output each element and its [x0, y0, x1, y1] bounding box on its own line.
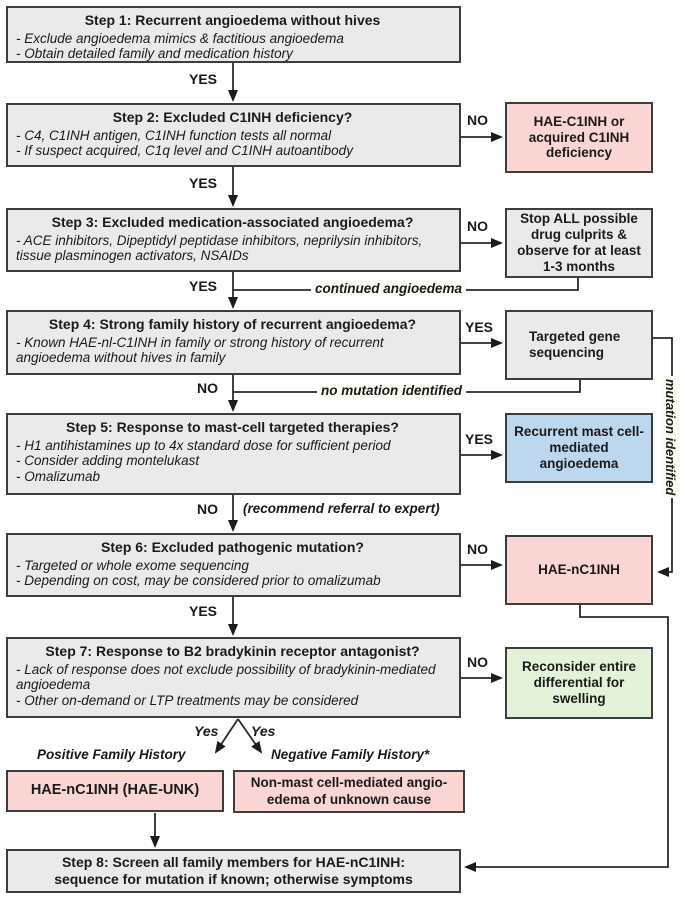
- edge-no-step5: NO: [197, 501, 218, 517]
- step4-title: Step 4: Strong family history of recurrent angioedema?: [48, 316, 417, 332]
- step3-title: Step 3: Excluded medication-associated angioedema?: [51, 214, 414, 230]
- outcome-hae-unk-box: [6, 770, 224, 812]
- step1-bullet-1: - Exclude angioedema mimics & factitious angioedema: [16, 31, 344, 46]
- outcome-recurrent-mast-box: [505, 413, 653, 483]
- step6-title: Step 6: Excluded pathogenic mutation?: [101, 539, 364, 555]
- edge-no-step4: NO: [197, 380, 218, 396]
- step4-box: [6, 310, 461, 375]
- outcome-hae-c1inh-label: HAE-C1INH or acquired C1INH deficiency: [528, 113, 630, 161]
- step1-bullet-2: - Obtain detailed family and medication history: [16, 46, 293, 62]
- step8-box: [6, 849, 461, 893]
- edge-yes-step1: YES: [189, 71, 218, 87]
- step7-bullet-1: - Lack of response does not exclude possibility of bradykinin-mediated angioedema: [16, 662, 436, 693]
- step8-line2: sequence for mutation if known; otherwise symptoms: [54, 871, 413, 887]
- edge-yes-fork-right: Yes: [251, 723, 276, 739]
- edge-no-mutation-identified: no mutation identified: [317, 383, 466, 398]
- outcome-stop-drugs-box: [505, 208, 653, 278]
- edge-yes-step6: YES: [189, 603, 218, 619]
- outcome-reconsider-box: [505, 647, 653, 719]
- edge-positive-family-history: Positive Family History: [37, 747, 186, 762]
- step6-box: [6, 533, 461, 597]
- edge-continued-angioedema: continued angioedema: [311, 281, 466, 296]
- step5-bullet-3: - Omalizumab: [16, 468, 101, 484]
- step4-bullet-1: - Known HAE-nl-C1INH in family or strong history of recurrent angioedema without hives in family: [16, 335, 384, 366]
- step2-bullet-1: - C4, C1INH antigen, C1INH function tests all normal: [16, 128, 332, 143]
- edge-yes-fork-left: Yes: [194, 723, 219, 739]
- edge-yes-step4-side: YES: [465, 319, 494, 335]
- step2-box: [6, 103, 461, 167]
- step2-bullet-2: - If suspect acquired, C1q level and C1INH autoantibody: [16, 143, 353, 159]
- outcome-hae-nc1inh-label: HAE-nC1INH: [538, 562, 620, 578]
- step5-title: Step 5: Response to mast-cell targeted therapies?: [66, 419, 399, 435]
- step6-bullet-2: - Depending on cost, may be considered prior to omalizumab: [16, 573, 381, 589]
- step2-title: Step 2: Excluded C1INH deficiency?: [112, 109, 353, 125]
- step8-line1: Step 8: Screen all family members for HAE-nC1INH:: [61, 854, 406, 871]
- outcome-recurrent-mast-label: Recurrent mast cell-mediated angioedema: [514, 424, 644, 471]
- edge-yes-step5-side: YES: [465, 431, 494, 447]
- step3-bullet-1: - ACE inhibitors, Dipeptidyl peptidase inhibitors, neprilysin inhibitors, tissue plasminogen activators, NSAIDs: [16, 233, 423, 264]
- edge-recommend-referral: (recommend referral to expert): [243, 501, 440, 516]
- step5-bullet-1: - H1 antihistamines up to 4x standard dose for sufficient period: [16, 438, 391, 453]
- outcome-stop-drugs-label: Stop ALL possible drug culprits & observe for at least 1-3 months: [517, 211, 641, 274]
- edge-no-step2-side: NO: [467, 112, 488, 128]
- outcome-hae-nc1inh-box: [505, 535, 653, 605]
- outcome-non-mast-line2: edema of unknown cause: [266, 791, 432, 807]
- outcome-hae-unk-label: HAE-nC1INH (HAE-UNK): [30, 782, 200, 799]
- edge-negative-family-history: Negative Family History*: [271, 747, 430, 762]
- outcome-non-mast-box: [233, 770, 465, 813]
- outcome-targeted-gene-box: [505, 310, 653, 380]
- step3-box: [6, 208, 461, 272]
- outcome-reconsider-label: Reconsider entire differential for swelling: [521, 659, 637, 706]
- step1-box: [6, 6, 461, 63]
- outcome-non-mast-line1: Non-mast cell-mediated angio-: [250, 775, 448, 791]
- step5-bullet-2: - Consider adding montelukast: [16, 453, 200, 469]
- edge-no-step7-side: NO: [467, 654, 488, 670]
- outcome-targeted-gene-label: Targeted gene sequencing: [529, 329, 621, 360]
- step7-bullet-2: - Other on-demand or LTP treatments may be considered: [16, 692, 359, 708]
- edge-no-step6-side: NO: [467, 541, 488, 557]
- edge-no-step3-side: NO: [467, 218, 488, 234]
- step1-title: Step 1: Recurrent angioedema without hives: [84, 12, 381, 28]
- edge-yes-step3: YES: [189, 278, 218, 294]
- edge-mutation-identified: mutation identified: [662, 376, 679, 498]
- step7-box: [6, 637, 461, 718]
- step5-box: [6, 413, 461, 495]
- edge-yes-step2: YES: [189, 175, 218, 191]
- outcome-hae-c1inh-box: [505, 102, 653, 173]
- step6-bullet-1: - Targeted or whole exome sequencing: [16, 558, 249, 573]
- step7-title: Step 7: Response to B2 bradykinin receptor antagonist?: [45, 643, 420, 659]
